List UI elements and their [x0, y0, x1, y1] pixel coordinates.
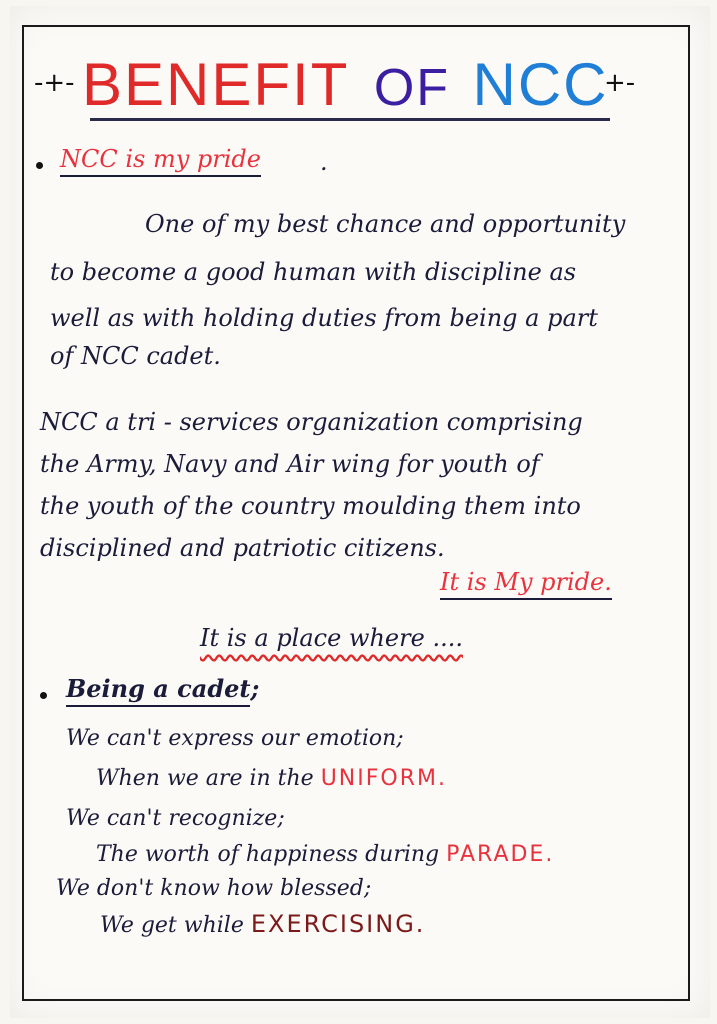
poem-line	[100, 910, 425, 938]
place-heading-text: It is a place where ....	[200, 624, 463, 652]
para1-line: to become a good human with discipline as	[50, 258, 577, 286]
title-word-ncc: NCC	[472, 51, 609, 118]
heading-period: .	[320, 148, 328, 176]
poem-line	[96, 766, 447, 791]
pride-note	[440, 568, 612, 596]
heading-being-cadet-text: Being a cadet	[66, 674, 250, 707]
poem-emphasis: EXERCISING.	[250, 910, 426, 938]
para1-line: well as with holding duties from being a part	[50, 304, 598, 332]
right-cross-ornament: +-	[604, 68, 636, 98]
bullet-dot	[40, 692, 47, 699]
para1-line: of NCC cadet.	[50, 342, 221, 370]
poem-line-text: We get while	[100, 913, 244, 938]
para2-line: the Army, Navy and Air wing for youth of	[40, 450, 540, 478]
para2-line: NCC a tri - services organization comprising	[40, 408, 583, 436]
title-word-benefit: BENEFIT	[82, 51, 350, 118]
poem-emphasis: UNIFORM.	[320, 766, 447, 791]
poem-line	[96, 842, 554, 867]
heading-being-cadet-suffix: ;	[250, 674, 260, 703]
poem-line-text: When we are in the	[96, 766, 314, 791]
title-word-of: OF	[373, 59, 451, 117]
heading-being-cadet	[66, 674, 259, 703]
poem-line-text: The worth of happiness during	[96, 842, 440, 867]
heading-ncc-pride-text: NCC is my pride	[60, 145, 261, 177]
page-title	[82, 50, 608, 119]
place-heading	[200, 624, 463, 652]
left-cross-ornament: -+-	[34, 68, 75, 98]
para1-line: One of my best chance and opportunity	[145, 210, 626, 238]
para2-line: disciplined and patriotic citizens.	[40, 534, 445, 562]
title-underline	[90, 118, 610, 121]
bullet-dot	[36, 162, 43, 169]
poem-line: We can't recognize;	[66, 806, 285, 831]
poem-line: We can't express our emotion;	[66, 726, 404, 751]
pride-note-text: It is My pride.	[440, 568, 612, 600]
heading-ncc-pride	[60, 145, 261, 173]
para2-line: the youth of the country moulding them into	[40, 492, 581, 520]
poem-emphasis: PARADE.	[446, 842, 555, 867]
poem-line: We don't know how blessed;	[56, 876, 372, 901]
